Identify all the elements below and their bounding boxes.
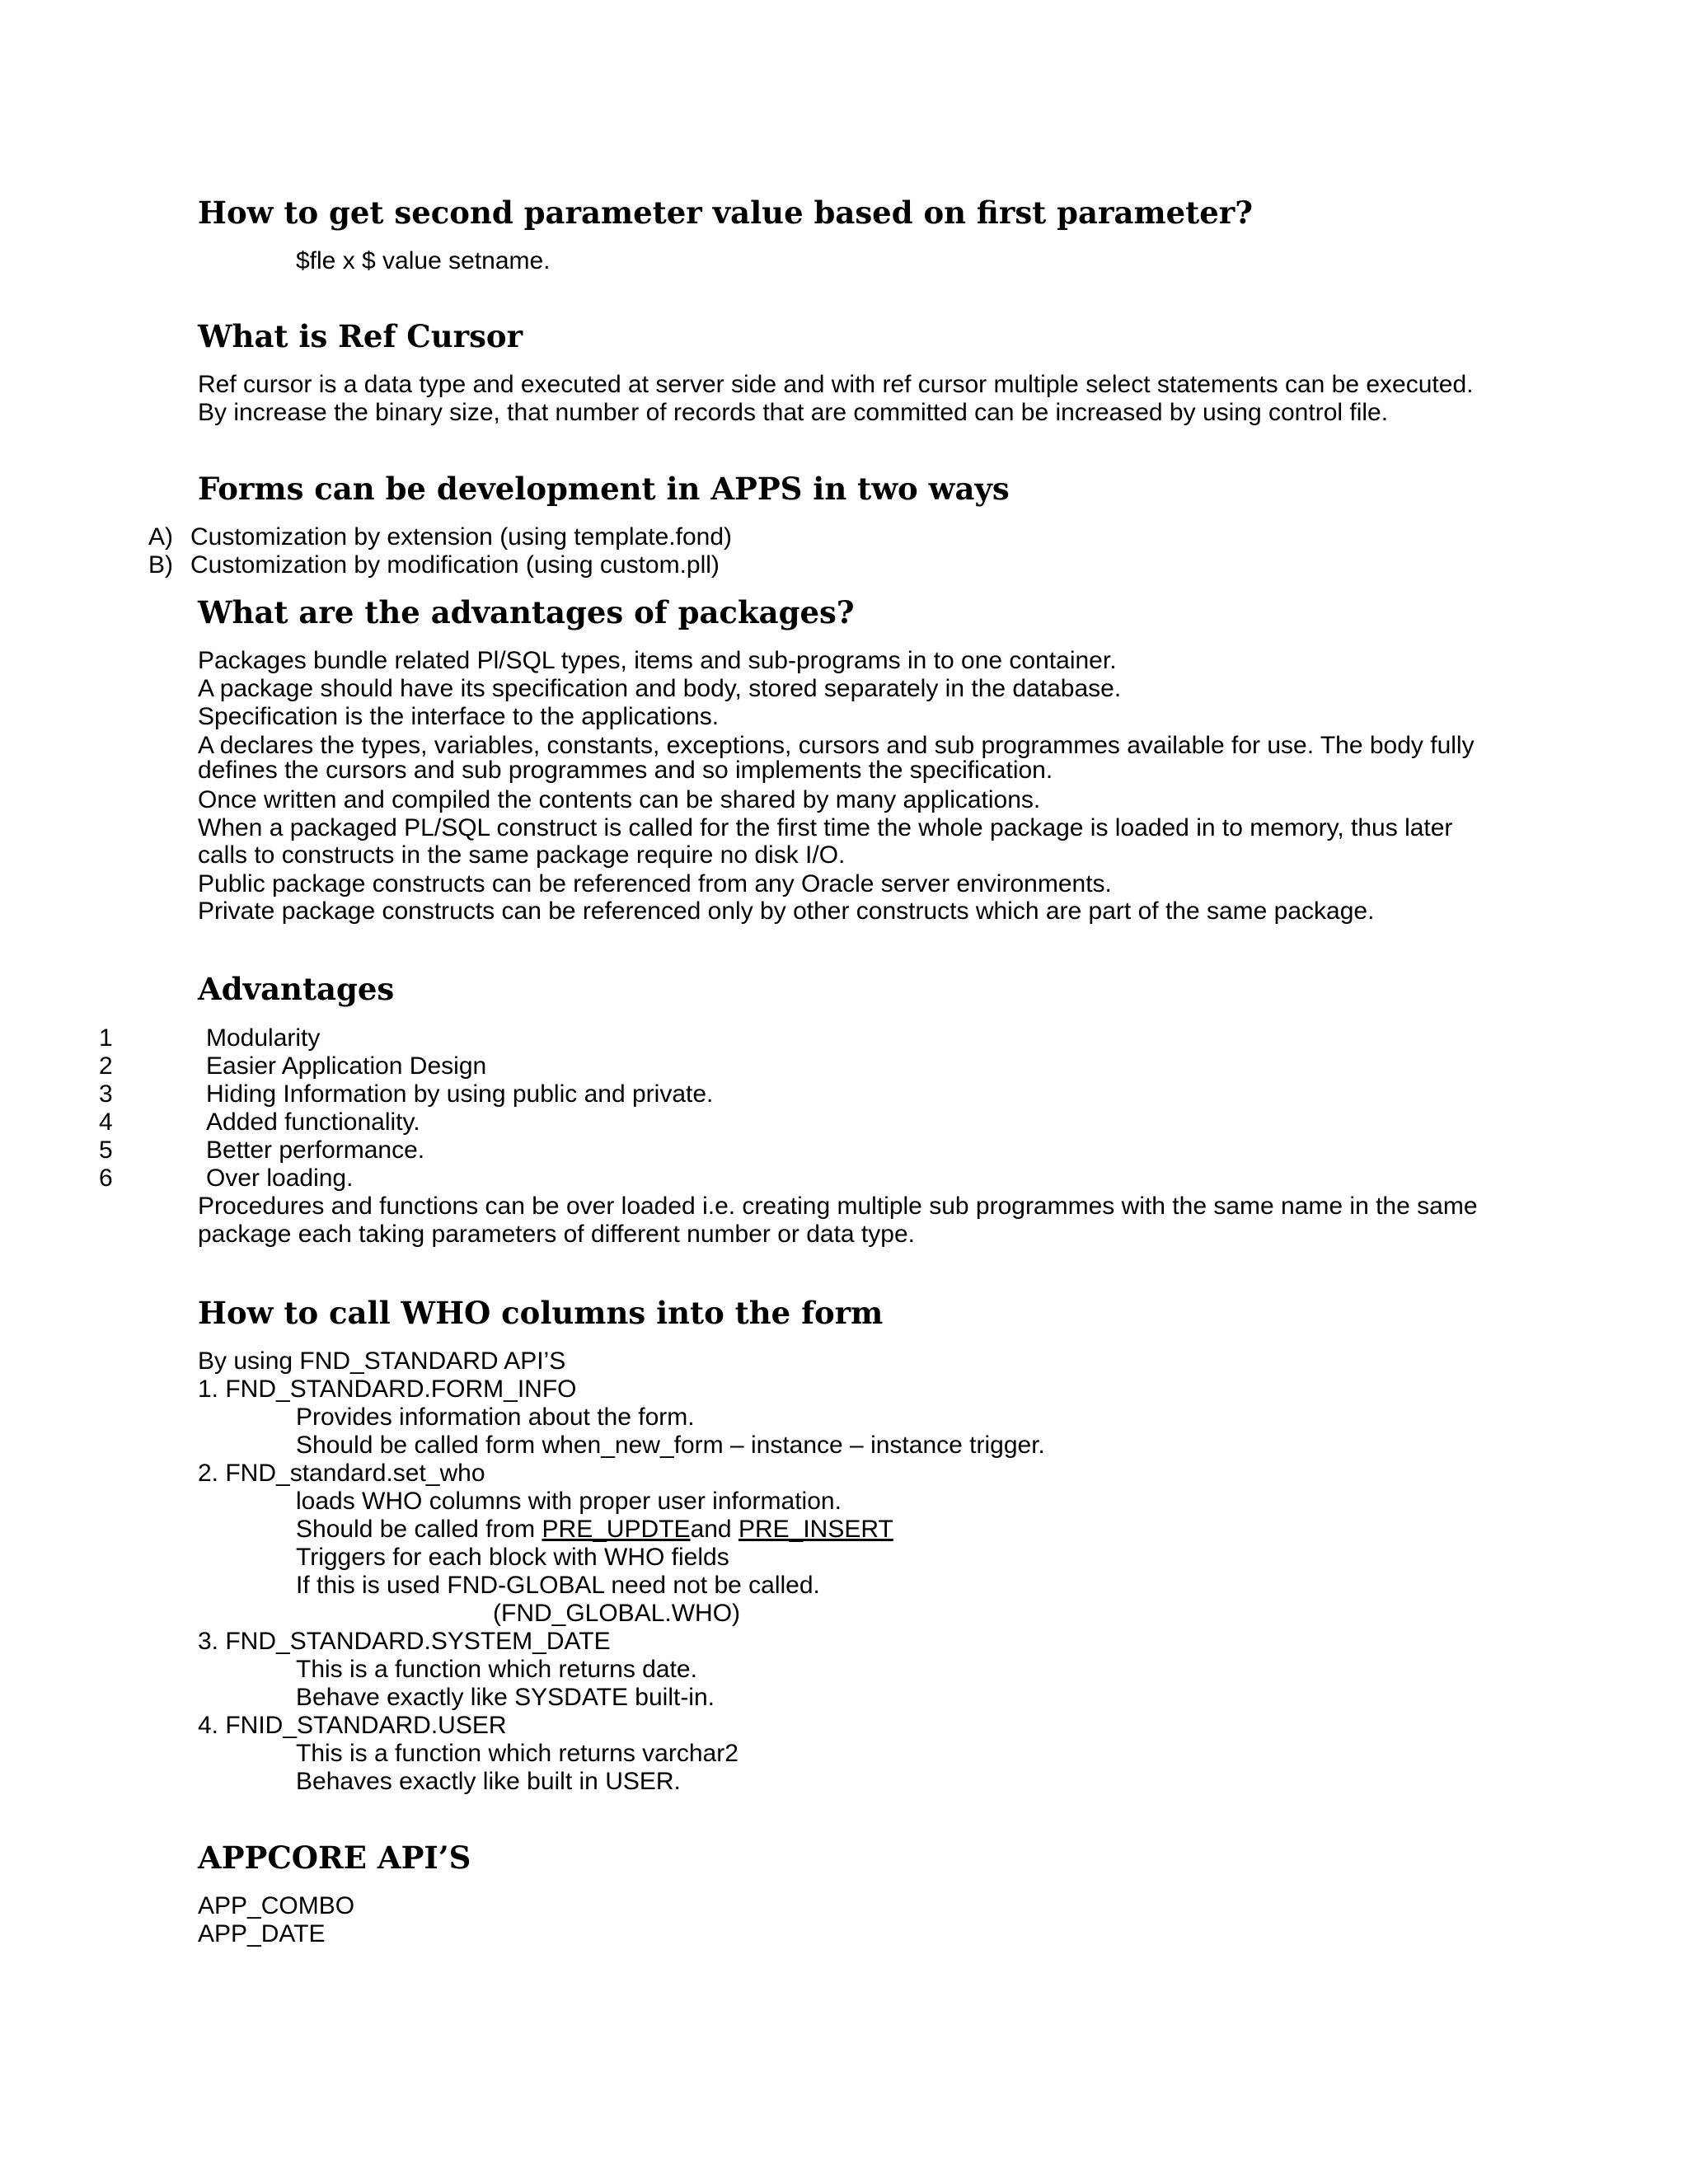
list-marker: A): [148, 523, 173, 551]
text-line: If this is used FND-GLOBAL need not be called.: [296, 1572, 820, 1599]
pre-insert-trigger-name: PRE_INSERT: [738, 1516, 893, 1543]
heading-forms-development: Forms can be development in APPS in two ways: [198, 471, 1010, 507]
text-line: package each taking parameters of different number or data type.: [198, 1221, 915, 1248]
list-item: Better performance.: [206, 1137, 425, 1164]
list-item: Hiding Information by using public and private.: [206, 1080, 714, 1108]
heading-ref-cursor: What is Ref Cursor: [198, 318, 523, 354]
text-line: Specification is the interface to the applications.: [198, 703, 720, 730]
list-item: Easier Application Design: [206, 1052, 487, 1080]
heading-advantages-of-packages: What are the advantages of packages?: [198, 594, 855, 630]
text-line: Ref cursor is a data type and executed at server side and with ref cursor multiple select statements can be executed.: [198, 371, 1474, 398]
list-number: 5: [99, 1137, 113, 1164]
text-line: 3. FND_STANDARD.SYSTEM_DATE: [198, 1628, 611, 1655]
list-number: 6: [99, 1165, 113, 1192]
heading-second-parameter: How to get second parameter value based on first parameter?: [198, 194, 1253, 231]
text-line: Behaves exactly like built in USER.: [296, 1768, 681, 1795]
text-line: Provides information about the form.: [296, 1404, 695, 1431]
list-number: 3: [99, 1080, 113, 1108]
text-line: loads WHO columns with proper user information.: [296, 1488, 842, 1515]
text-line: Behave exactly like SYSDATE built-in.: [296, 1684, 715, 1711]
list-number: 4: [99, 1108, 113, 1136]
pre-update-trigger-name: PRE_UPDTE: [542, 1516, 691, 1543]
text-line: A package should have its specification and body, stored separately in the database.: [198, 675, 1122, 702]
text-line: 2. FND_standard.set_who: [198, 1460, 485, 1487]
text-line: When a packaged PL/SQL construct is called for the first time the whole package is loaded in to memory, thus later: [198, 814, 1453, 841]
text-line: By increase the binary size, that number of records that are committed can be increased by using control file.: [198, 399, 1389, 426]
text-line: Triggers for each block with WHO fields: [296, 1544, 729, 1571]
text-line: A declares the types, variables, constants, exceptions, cursors and sub programmes available for use. The body fully: [198, 732, 1475, 759]
text-line: APP_COMBO: [198, 1892, 355, 1919]
text-line: Packages bundle related Pl/SQL types, items and sub-programs in to one container.: [198, 647, 1117, 674]
text-line: This is a function which returns varchar2: [296, 1740, 738, 1767]
list-marker: B): [148, 551, 173, 579]
text-line: Once written and compiled the contents can be shared by many applications.: [198, 786, 1041, 813]
text-line: APP_DATE: [198, 1920, 326, 1947]
heading-who-columns: How to call WHO columns into the form: [198, 1295, 884, 1331]
list-item: Customization by extension (using template.fond): [190, 523, 733, 551]
text-line: (FND_GLOBAL.WHO): [493, 1600, 741, 1627]
list-item: Customization by modification (using custom.pll): [190, 551, 720, 579]
text-line: [296, 1517, 893, 1542]
heading-appcore-apis: APPCORE API’S: [198, 1840, 471, 1876]
text-line: defines the cursors and sub programmes and so implements the specification.: [198, 757, 1053, 784]
list-number: 2: [99, 1052, 113, 1080]
text-line: Private package constructs can be referenced only by other constructs which are part of the same package.: [198, 898, 1375, 925]
text-fragment: Should be called from: [296, 1516, 542, 1543]
text-line: calls to constructs in the same package require no disk I/O.: [198, 841, 846, 869]
text-line: By using FND_STANDARD API’S: [198, 1347, 566, 1375]
list-item: Modularity: [206, 1024, 321, 1052]
list-number: 1: [99, 1024, 113, 1052]
list-item: Added functionality.: [206, 1108, 420, 1136]
text-fragment: and: [690, 1516, 738, 1543]
text-line: 4. FNID_STANDARD.USER: [198, 1712, 507, 1739]
heading-advantages: Advantages: [198, 971, 395, 1007]
text-line: 1. FND_STANDARD.FORM_INFO: [198, 1376, 577, 1403]
text-line: $fle x $ value setname.: [296, 247, 551, 274]
list-item: Over loading.: [206, 1165, 354, 1192]
text-line: Public package constructs can be referenced from any Oracle server environments.: [198, 870, 1112, 898]
text-line: Should be called form when_new_form – instance – instance trigger.: [296, 1432, 1045, 1459]
text-line: This is a function which returns date.: [296, 1656, 697, 1683]
text-line: Procedures and functions can be over loaded i.e. creating multiple sub programmes with the same name in the same: [198, 1193, 1478, 1220]
